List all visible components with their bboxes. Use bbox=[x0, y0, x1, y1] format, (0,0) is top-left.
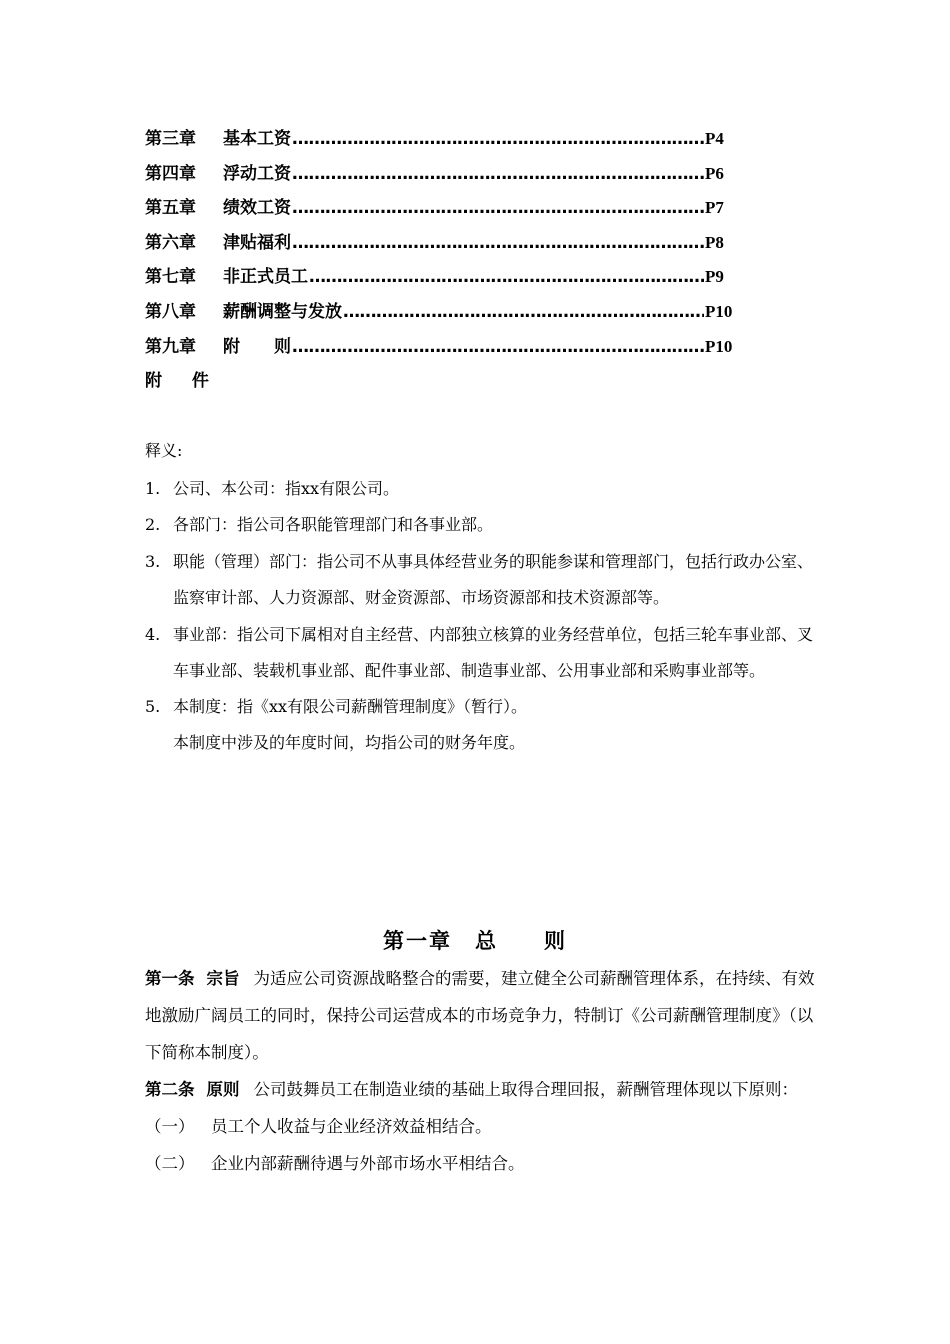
definition-item bbox=[145, 617, 815, 690]
toc-entry bbox=[145, 124, 745, 159]
article-2 bbox=[145, 1071, 815, 1108]
toc-chapter: 第六章 bbox=[145, 232, 196, 253]
article-text: 为适应公司资源战略整合的需要，建立健全公司薪酬管理体系，在持续、有效地激励广阔员工的同时，保持公司运营成本的市场竞争力，特制订《公司薪酬管理制度》（以下简称本制度）。 bbox=[145, 969, 815, 1062]
definition-text: 各部门：指公司各职能管理部门和各事业部。 bbox=[173, 515, 494, 535]
toc-appendix-label: 附 件 bbox=[145, 371, 221, 392]
toc-leader-dots bbox=[309, 267, 704, 287]
toc-title: 附 则 bbox=[223, 336, 291, 357]
toc-entry bbox=[145, 332, 745, 367]
toc-page-number: P8 bbox=[705, 232, 724, 252]
article-subject: 宗旨 bbox=[206, 969, 240, 988]
toc-title: 薪酬调整与发放 bbox=[223, 301, 342, 322]
toc-page-number: P7 bbox=[705, 198, 724, 218]
table-of-contents bbox=[145, 124, 745, 401]
toc-chapter: 第五章 bbox=[145, 198, 196, 219]
toc-entry bbox=[145, 228, 745, 263]
definition-text: 事业部：指公司下属相对自主经营、内部独立核算的业务经营单位，包括三轮车事业部、叉车事业部、装载机事业部、配件事业部、制造事业部、公用事业部和采购事业部等。 bbox=[173, 624, 814, 681]
toc-page-number: P9 bbox=[705, 267, 724, 287]
toc-entry bbox=[145, 262, 745, 297]
chapter-title: 第一章 总 则 bbox=[383, 929, 567, 953]
toc-leader-dots bbox=[343, 302, 704, 322]
toc-page-number: P10 bbox=[705, 336, 733, 356]
toc-title: 基本工资 bbox=[223, 129, 291, 149]
article-label: 第二条 bbox=[145, 1080, 195, 1099]
definition-text: 公司、本公司：指xx有限公司。 bbox=[173, 479, 400, 498]
definition-number: 1. bbox=[145, 479, 161, 498]
toc-chapter: 第七章 bbox=[145, 267, 196, 288]
definition-item bbox=[145, 544, 815, 617]
toc-entry bbox=[145, 159, 745, 194]
toc-entry bbox=[145, 193, 745, 228]
toc-title: 津贴福利 bbox=[223, 232, 291, 253]
definition-item bbox=[145, 471, 815, 507]
article-label: 第一条 bbox=[145, 969, 195, 988]
clause-number: （一） bbox=[145, 1117, 195, 1136]
definition-item bbox=[145, 689, 815, 725]
toc-leader-dots bbox=[292, 129, 704, 149]
clause-number: （二） bbox=[145, 1154, 195, 1173]
toc-leader-dots bbox=[292, 198, 704, 218]
article-text: 公司鼓舞员工在制造业绩的基础上取得合理回报，薪酬管理体现以下原则： bbox=[253, 1080, 798, 1099]
definitions-section bbox=[145, 437, 815, 760]
definition-number: 5. bbox=[145, 697, 161, 717]
toc-page-number: P4 bbox=[705, 129, 724, 148]
toc-page-number: P10 bbox=[705, 301, 733, 321]
toc-chapter: 第九章 bbox=[145, 336, 196, 357]
toc-title: 浮动工资 bbox=[223, 163, 291, 184]
definition-number: 4. bbox=[145, 624, 161, 644]
toc-entry bbox=[145, 297, 745, 332]
clause-item bbox=[145, 1108, 815, 1145]
definitions-heading: 释义: bbox=[145, 441, 183, 460]
definition-note: 本制度中涉及的年度时间，均指公司的财务年度。 bbox=[173, 732, 526, 752]
toc-leader-dots bbox=[292, 233, 704, 253]
clause-text: 员工个人收益与企业经济效益相结合。 bbox=[211, 1117, 492, 1136]
toc-appendix bbox=[145, 366, 745, 401]
toc-title: 非正式员工 bbox=[223, 267, 308, 288]
definition-number: 2. bbox=[145, 515, 161, 535]
toc-chapter: 第八章 bbox=[145, 301, 196, 322]
toc-title: 绩效工资 bbox=[223, 198, 291, 219]
definition-text: 本制度：指《xx有限公司薪酬管理制度》（暂行）。 bbox=[173, 697, 528, 717]
article-subject: 原则 bbox=[206, 1080, 240, 1099]
definition-text: 职能（管理）部门：指公司不从事具体经营业务的职能参谋和管理部门，包括行政办公室、监察审计部、人力资源部、财金资源部、市场资源部和技术资源部等。 bbox=[173, 551, 814, 608]
toc-chapter: 第三章 bbox=[145, 129, 196, 149]
toc-leader-dots bbox=[292, 337, 704, 357]
toc-chapter: 第四章 bbox=[145, 163, 196, 184]
definition-item bbox=[145, 507, 815, 543]
toc-page-number: P6 bbox=[705, 163, 724, 183]
toc-leader-dots bbox=[292, 164, 704, 184]
clause-item bbox=[145, 1145, 815, 1182]
definition-number: 3. bbox=[145, 551, 161, 571]
clause-text: 企业内部薪酬待遇与外部市场水平相结合。 bbox=[211, 1154, 525, 1173]
chapter-body bbox=[145, 960, 815, 1182]
article-1 bbox=[145, 960, 815, 1071]
